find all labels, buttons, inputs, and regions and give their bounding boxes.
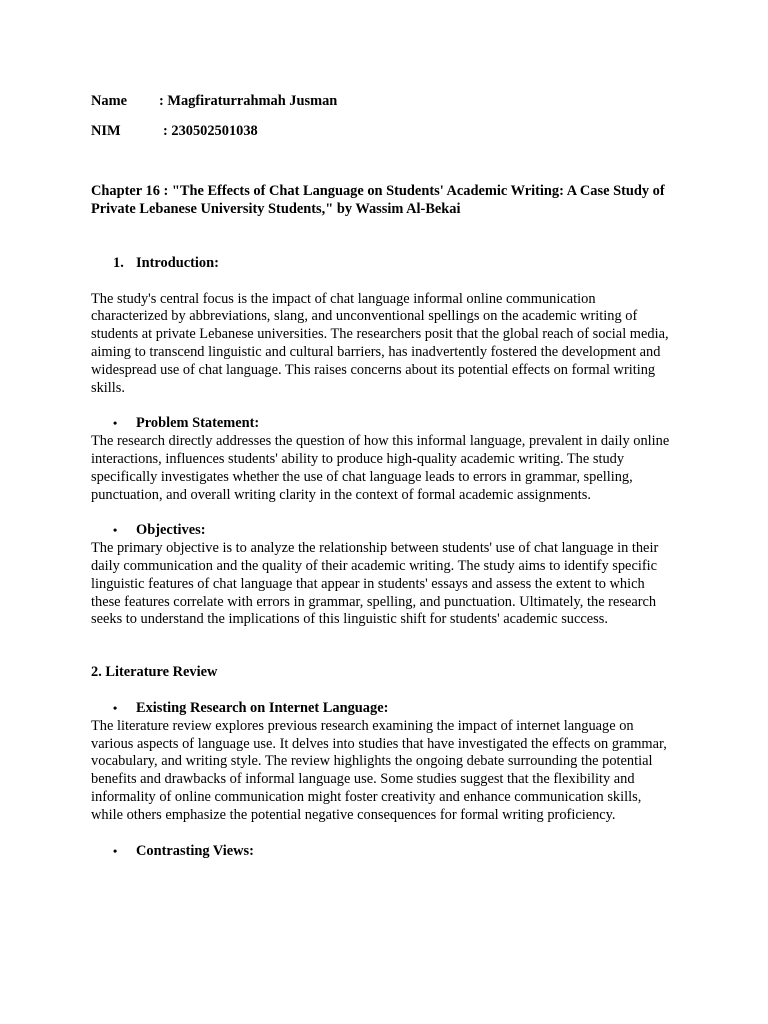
bullet-icon: • — [113, 416, 118, 431]
subheading-title: Objectives: — [136, 522, 206, 539]
section-number: 1. — [113, 254, 124, 271]
nim-row — [91, 123, 675, 141]
subheading-objectives — [91, 522, 675, 540]
nim-value: : 230502501038 — [163, 123, 258, 140]
nim-label: NIM — [91, 123, 121, 140]
name-label: Name — [91, 93, 127, 109]
subheading-title: Problem Statement: — [136, 415, 260, 432]
objectives-paragraph: The primary objective is to analyze the relationship between students' use of chat language in their daily communication and the quality of their academic writing. The study aims to identify specific linguistic features of chat language that appear in students' essays and assess the extent to which these features correlate with errors in grammar, spelling, and punctuation. Ultimately, the research seeks to understand the implications of this linguistic shift for students' academic success. — [91, 540, 659, 628]
section-heading-literature-review: 2. Literature Review — [91, 664, 218, 681]
section-title: Introduction: — [136, 254, 219, 271]
name-row — [91, 93, 675, 111]
subheading-title: Existing Research on Internet Language: — [136, 699, 389, 716]
document-body — [91, 93, 675, 860]
subheading-contrasting-views — [91, 843, 675, 861]
bullet-icon: • — [113, 843, 118, 858]
subheading-existing-research — [91, 700, 675, 718]
existing-research-paragraph: The literature review explores previous research examining the impact of internet language on various aspects of language use. It delves into studies that have investigated the effects on grammar, vocabulary, and writing style. The review highlights the ongoing debate surrounding the potential benefits and drawbacks of informal language use. Some studies suggest that the flexibility and informality of online communication might foster creativity and enhance communication skills, while others emphasize the potential negative consequences for formal writing proficiency. — [91, 717, 667, 823]
chapter-title: Chapter 16 : "The Effects of Chat Language on Students' Academic Writing: A Case Study of Private Lebanese University Students," by Wassim Al-Bekai — [91, 183, 665, 217]
bullet-icon: • — [113, 523, 118, 538]
bullet-icon: • — [113, 700, 118, 715]
name-value: : Magfiraturrahmah Jusman — [159, 93, 338, 109]
subheading-title: Contrasting Views: — [136, 842, 254, 859]
section-heading-introduction — [91, 255, 675, 273]
subheading-problem-statement — [91, 415, 675, 433]
problem-statement-paragraph: The research directly addresses the question of how this informal language, prevalent in daily online interactions, influences students' ability to produce high-quality academic writing. The study specifically investigates whether the use of chat language leads to errors in grammar, spelling, punctuation, and overall writing clarity in the context of formal academic assignments. — [91, 433, 670, 503]
introduction-paragraph: The study's central focus is the impact of chat language informal online communication characterized by abbreviations, slang, and unconventional spellings on the academic writing of students at private Lebanese universities. The researchers posit that the global reach of social media, aiming to transcend linguistic and cultural barriers, has inadvertently fostered the development and widespread use of chat language. This raises concerns about its potential effects on formal writing skills. — [91, 290, 669, 396]
